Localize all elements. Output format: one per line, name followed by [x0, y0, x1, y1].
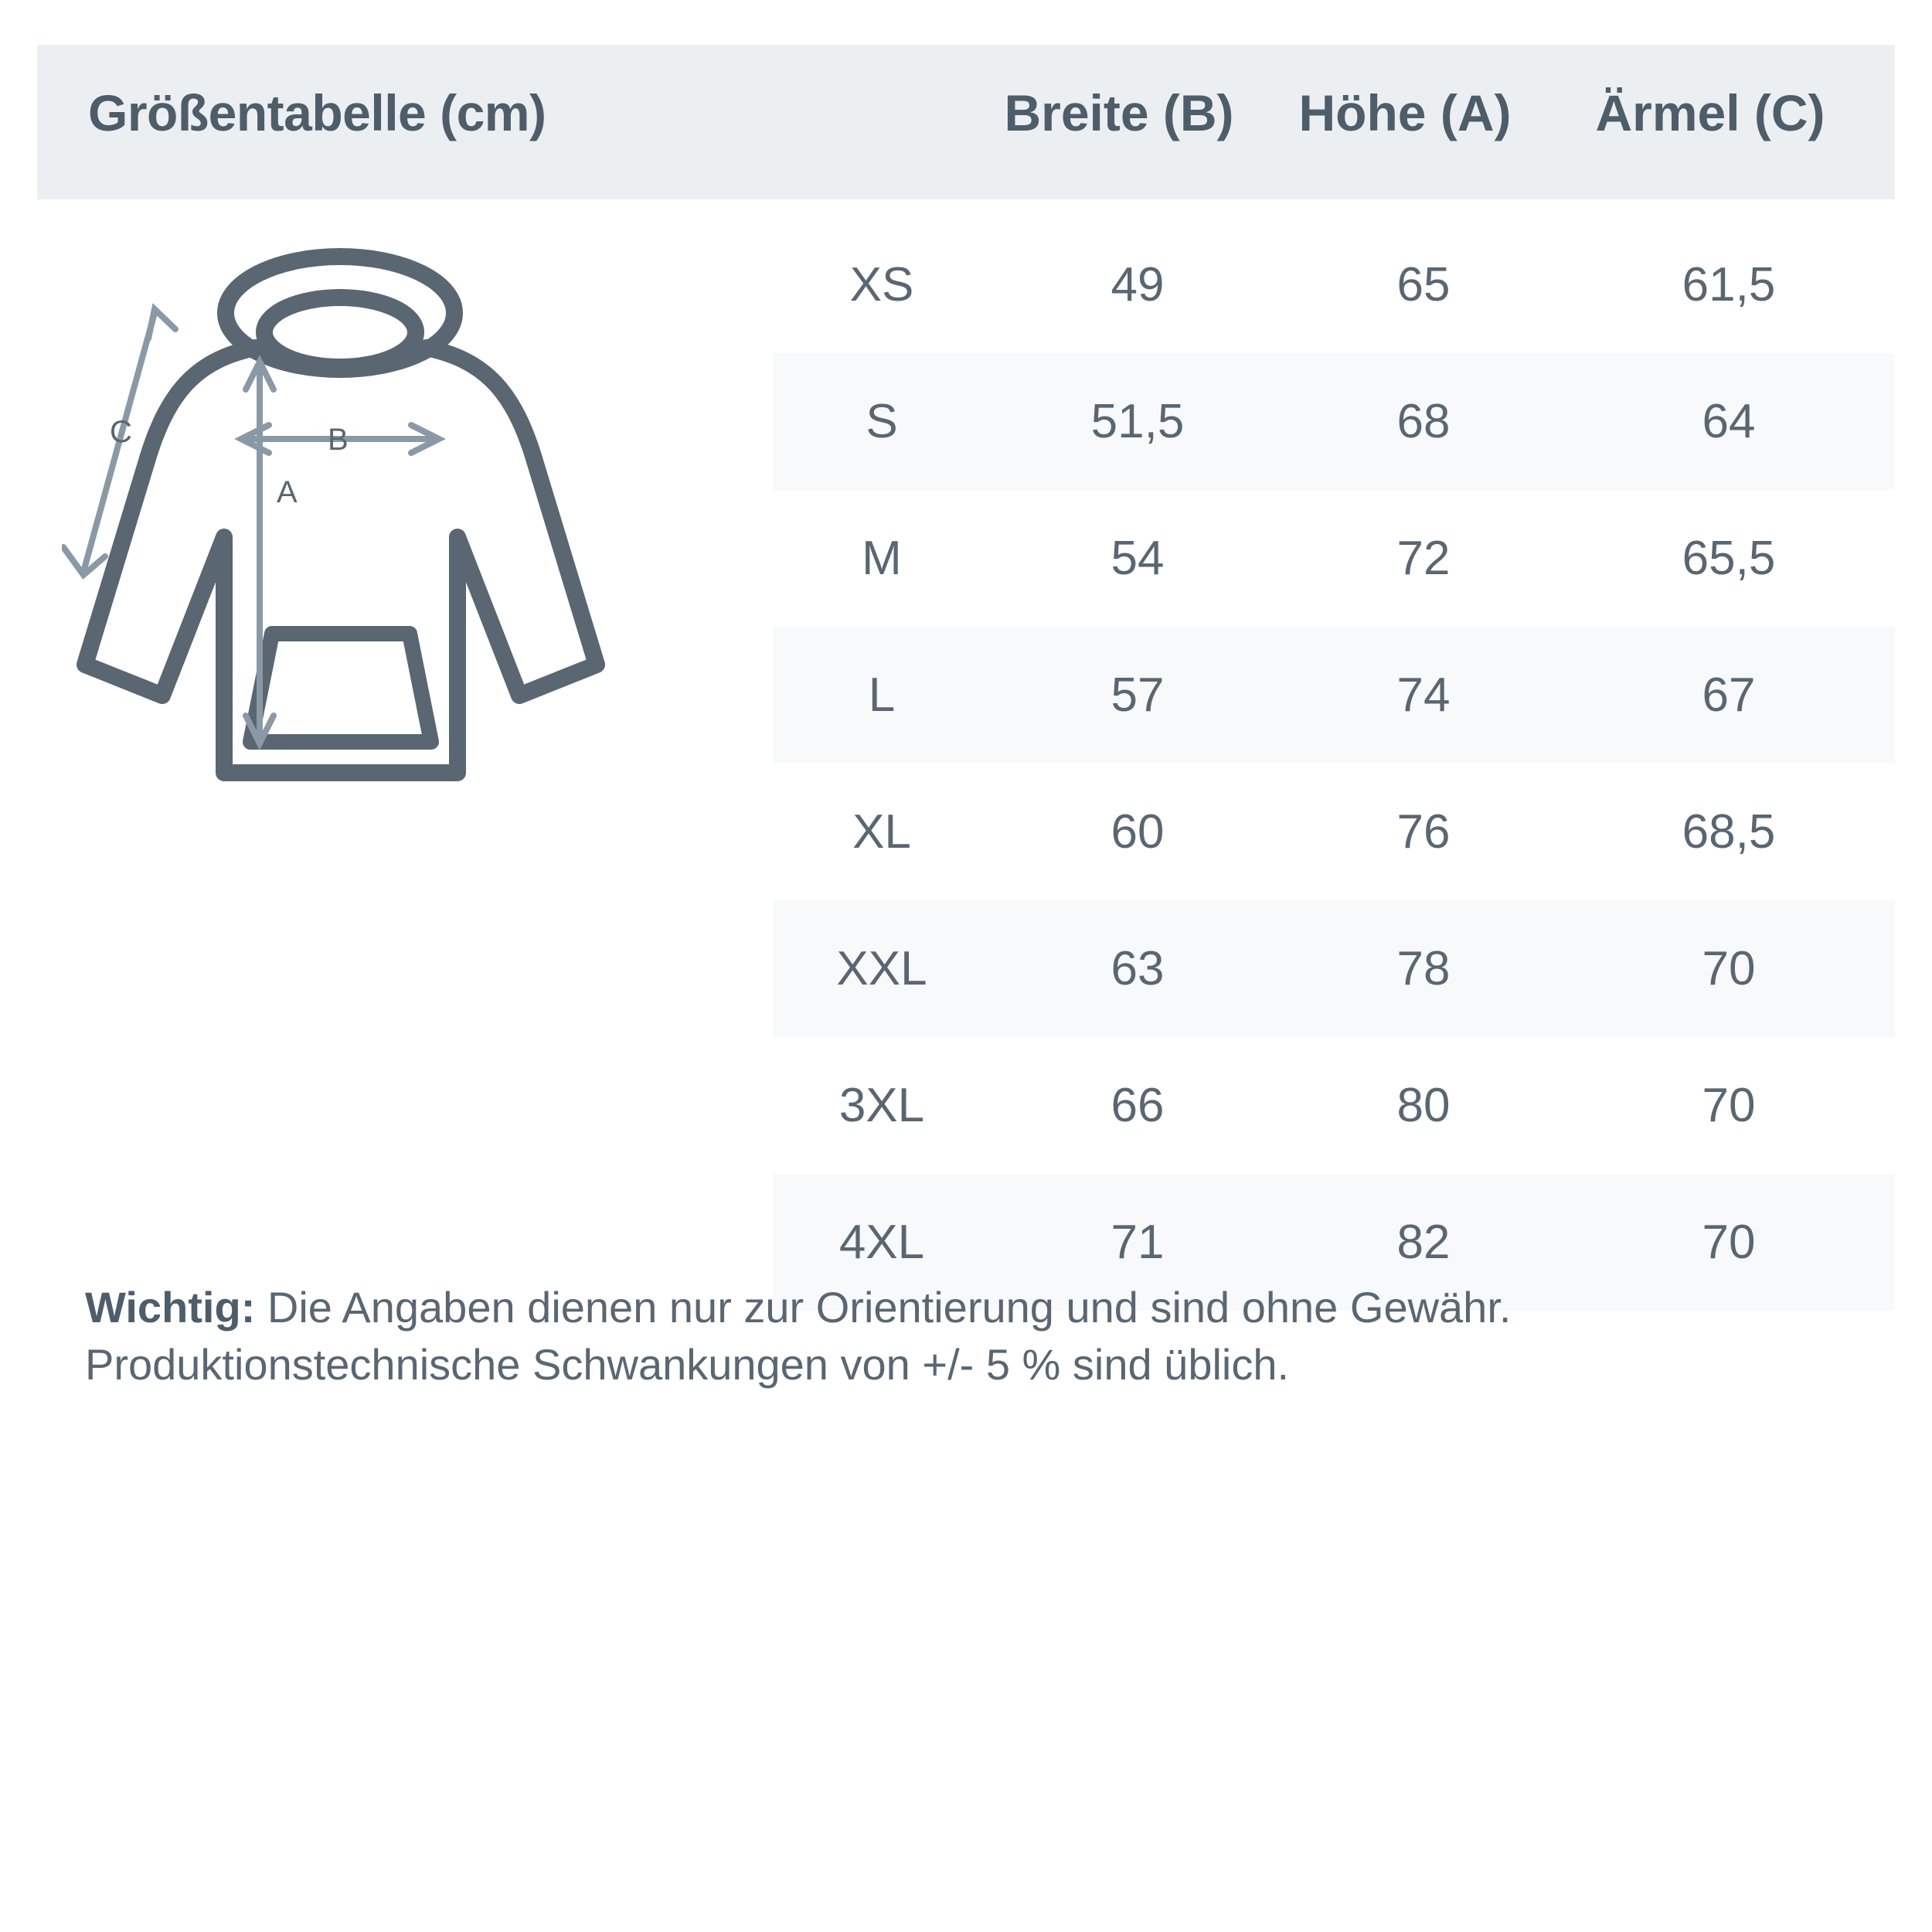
- cell-width: 66: [1111, 1079, 1165, 1132]
- table-row: [773, 764, 1895, 900]
- disclaimer-note: [85, 1279, 1862, 1394]
- cell-height: 76: [1396, 805, 1451, 859]
- cell-sleeve: 70: [1702, 942, 1756, 995]
- table-row: [773, 216, 1895, 353]
- cell-width: 63: [1111, 942, 1165, 995]
- table-row: [773, 353, 1895, 490]
- table-row: [773, 490, 1895, 627]
- cell-height: 74: [1396, 668, 1451, 722]
- cell-size: XL: [852, 805, 911, 859]
- cell-height: 80: [1396, 1079, 1451, 1132]
- label-height-a: A: [277, 475, 298, 509]
- cell-sleeve: 68,5: [1682, 805, 1776, 859]
- table-row: [773, 900, 1895, 1037]
- column-header-width: Breite (B): [1004, 84, 1234, 141]
- page-title: Größentabelle (cm): [88, 84, 546, 141]
- disclaimer-text: Die Angaben dienen nur zur Orientierung und sind ohne Gewähr. Produktionstechnische Schwankungen von +/- 5 % sind üblich.: [85, 1283, 1512, 1389]
- cell-width: 49: [1111, 258, 1165, 311]
- cell-sleeve: 67: [1702, 668, 1756, 722]
- table-row: [773, 627, 1895, 764]
- cell-size: XS: [849, 258, 914, 311]
- cell-height: 68: [1396, 395, 1451, 448]
- cell-size: L: [868, 668, 896, 722]
- cell-width: 57: [1111, 668, 1165, 722]
- cell-height: 65: [1396, 258, 1451, 311]
- size-table: [773, 216, 1895, 1311]
- cell-width: 51,5: [1090, 395, 1185, 448]
- cell-size: S: [866, 395, 898, 448]
- column-header-height: Höhe (A): [1298, 84, 1512, 141]
- cell-size: M: [862, 532, 902, 585]
- cell-width: 71: [1111, 1216, 1165, 1269]
- label-width-b: B: [328, 423, 349, 457]
- cell-size: 3XL: [838, 1079, 925, 1132]
- cell-width: 54: [1111, 532, 1165, 585]
- cell-height: 82: [1396, 1216, 1451, 1269]
- label-sleeve-c: C: [110, 415, 132, 449]
- cell-size: XXL: [836, 942, 927, 995]
- hoodie-diagram: [62, 232, 757, 819]
- cell-height: 78: [1396, 942, 1451, 995]
- cell-sleeve: 61,5: [1682, 258, 1776, 311]
- disclaimer-label: Wichtig:: [85, 1283, 256, 1332]
- column-headers: [972, 83, 1892, 142]
- cell-width: 60: [1111, 805, 1165, 859]
- cell-size: 4XL: [838, 1216, 925, 1269]
- cell-sleeve: 70: [1702, 1079, 1756, 1132]
- cell-height: 72: [1396, 532, 1451, 585]
- cell-sleeve: 64: [1702, 395, 1756, 448]
- column-header-sleeve: Ärmel (C): [1595, 84, 1825, 141]
- table-row: [773, 1037, 1895, 1174]
- cell-sleeve: 70: [1702, 1216, 1756, 1269]
- cell-sleeve: 65,5: [1682, 532, 1776, 585]
- table-header-band: [37, 45, 1895, 199]
